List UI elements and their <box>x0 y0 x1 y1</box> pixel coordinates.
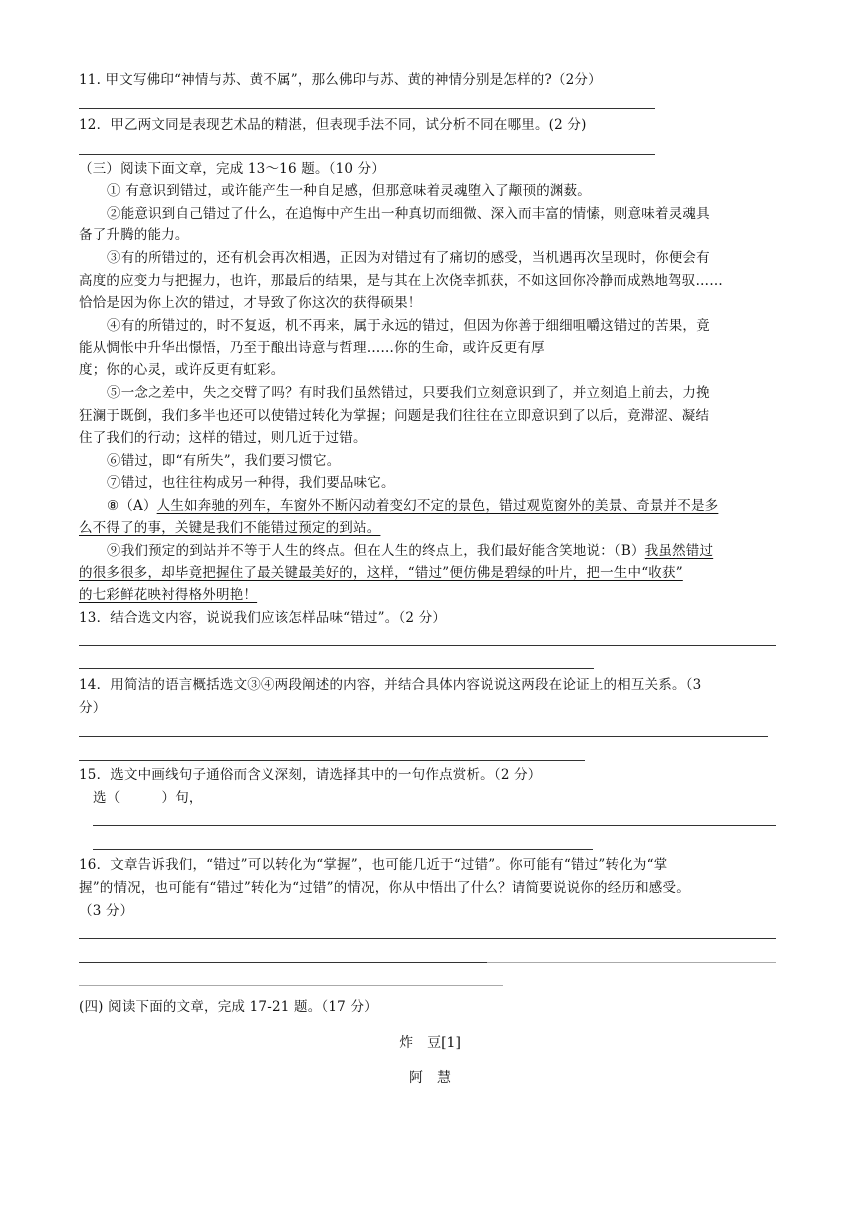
paragraph-6: ⑥错过，即“有所失”，我们要习惯它。 <box>107 453 341 469</box>
paragraph-7: ⑦错过，也往往构成另一种得，我们要品味它。 <box>107 475 395 491</box>
answer-line <box>79 736 768 737</box>
paragraph-4-line-1: ④有的所错过的，时不复返，机不再来，属于永远的错过，但因为你善于细细咀嚼这错过的苦果，竟 <box>107 318 710 334</box>
paragraph-3-line-2: 高度的应变力与把握力，也许，那最后的结果，是与其在上次侥幸抓获，不如这回你冷静而成熟地驾驭…… <box>79 273 723 289</box>
article-author: 阿 慧 <box>409 1070 451 1086</box>
answer-line <box>79 760 585 761</box>
answer-line <box>79 108 655 109</box>
paragraph-5-line-2: 狂澜于既倒，我们多半也还可以使错过转化为掌握；问题是我们往往在立即意识到了以后，竟滞涩、凝结 <box>79 408 710 424</box>
underlined-sentence-b: 我虽然错过 <box>644 543 714 559</box>
paragraph-2-line-2: 备了升腾的能力。 <box>79 227 189 243</box>
paragraph-9-line-1 <box>107 542 713 560</box>
sentence-a-label: ⑧（A） <box>107 498 157 514</box>
question-16-line-3: （3 分） <box>79 903 134 919</box>
paragraph-5-line-1: ⑤一念之差中，失之交臂了吗？有时我们虽然错过，只要我们立刻意识到了，并立刻追上前去，力挽 <box>107 385 710 401</box>
sentence-b-label: ⑨我们预定的到站并不等于人生的终点。但在人生的终点上，我们最好能含笑地说：（B） <box>107 543 645 559</box>
underlined-sentence-a-cont: 么不得了的事，关键是我们不能错过预定的到站。 <box>79 520 381 536</box>
question-13: 13．结合选文内容，说说我们应该怎样品味“错过”。（2 分） <box>79 610 447 626</box>
question-11: 11. 甲文写佛印“神情与苏、黄不属”，那么佛印与苏、黄的神情分别是怎样的?（2分） <box>79 72 602 88</box>
answer-line <box>79 154 655 155</box>
question-16-line-1: 16．文章告诉我们，“错过”可以转化为“掌握”，也可能几近于“过错”。你可能有“错过”转化为“掌 <box>79 857 668 873</box>
answer-line <box>93 825 776 826</box>
paragraph-4-line-3: 度；你的心灵，或许反更有虹彩。 <box>79 362 285 378</box>
section-4-heading: (四) 阅读下面的文章，完成 17-21 题。（17 分） <box>79 999 378 1015</box>
answer-line <box>79 962 487 963</box>
answer-line <box>79 985 503 986</box>
underlined-sentence-b-cont: 的很多很多，却毕竟把握住了最关键最美好的，这样，“错过”便仿佛是碧绿的叶片，把一生中“收获” <box>79 565 683 581</box>
answer-line <box>79 938 776 939</box>
paragraph-8-line-1 <box>107 497 718 515</box>
question-12: 12．甲乙两文同是表现艺术品的精湛，但表现手法不同，试分析不同在哪里。(2 分) <box>79 117 587 133</box>
question-14-line-1: 14．用简洁的语言概括选文③④两段阐述的内容，并结合具体内容说说这两段在论证上的相互关系。（3 <box>79 677 702 693</box>
paragraph-1: ① 有意识到错过，或许能产生一种自足感，但那意味着灵魂堕入了颟顸的渊薮。 <box>107 183 591 199</box>
answer-line <box>93 849 593 850</box>
paragraph-3-line-1: ③有的所错过的，还有机会再次相遇，正因为对错过有了痛切的感受，当机遇再次呈现时，你便会有 <box>107 250 710 266</box>
question-16-line-2: 握”的情况，也可能有“错过”转化为“过错”的情况，你从中悟出了什么？请简要说说你的经历和感受。 <box>79 880 690 896</box>
question-15: 15．选文中画线句子通俗而含义深刻，请选择其中的一句作点赏析。（2 分） <box>79 767 542 783</box>
question-14-line-2: 分） <box>79 700 107 716</box>
paragraph-3-line-3: 恰恰是因为你上次的错过，才导致了你这次的获得硕果！ <box>79 295 422 311</box>
answer-line <box>487 962 776 963</box>
section-3-heading: （三）阅读下面文章，完成 13～16 题。（10 分） <box>79 161 386 177</box>
article-title: 炸 豆[1] <box>399 1035 461 1051</box>
paragraph-5-line-3: 住了我们的行动；这样的错过，则几近于过错。 <box>79 430 367 446</box>
question-15-choice: 选（ ）句， <box>93 790 203 806</box>
underlined-sentence-a: 人生如奔驰的列车，车窗外不断闪动着变幻不定的景色，错过观览窗外的美景、奇景并不是多 <box>156 498 719 514</box>
paragraph-2-line-1: ②能意识到自己错过了什么，在追悔中产生出一种真切而细微、深入而丰富的情愫，则意味着灵魂具 <box>107 206 710 222</box>
answer-line <box>79 668 594 669</box>
answer-line <box>79 645 776 646</box>
paragraph-4-line-2: 能从惆怅中升华出憬悟，乃至于酿出诗意与哲理……你的生命，或许反更有厚 <box>79 340 545 356</box>
underlined-sentence-b-end: 的七彩鲜花映衬得格外明艳！ <box>79 587 258 603</box>
